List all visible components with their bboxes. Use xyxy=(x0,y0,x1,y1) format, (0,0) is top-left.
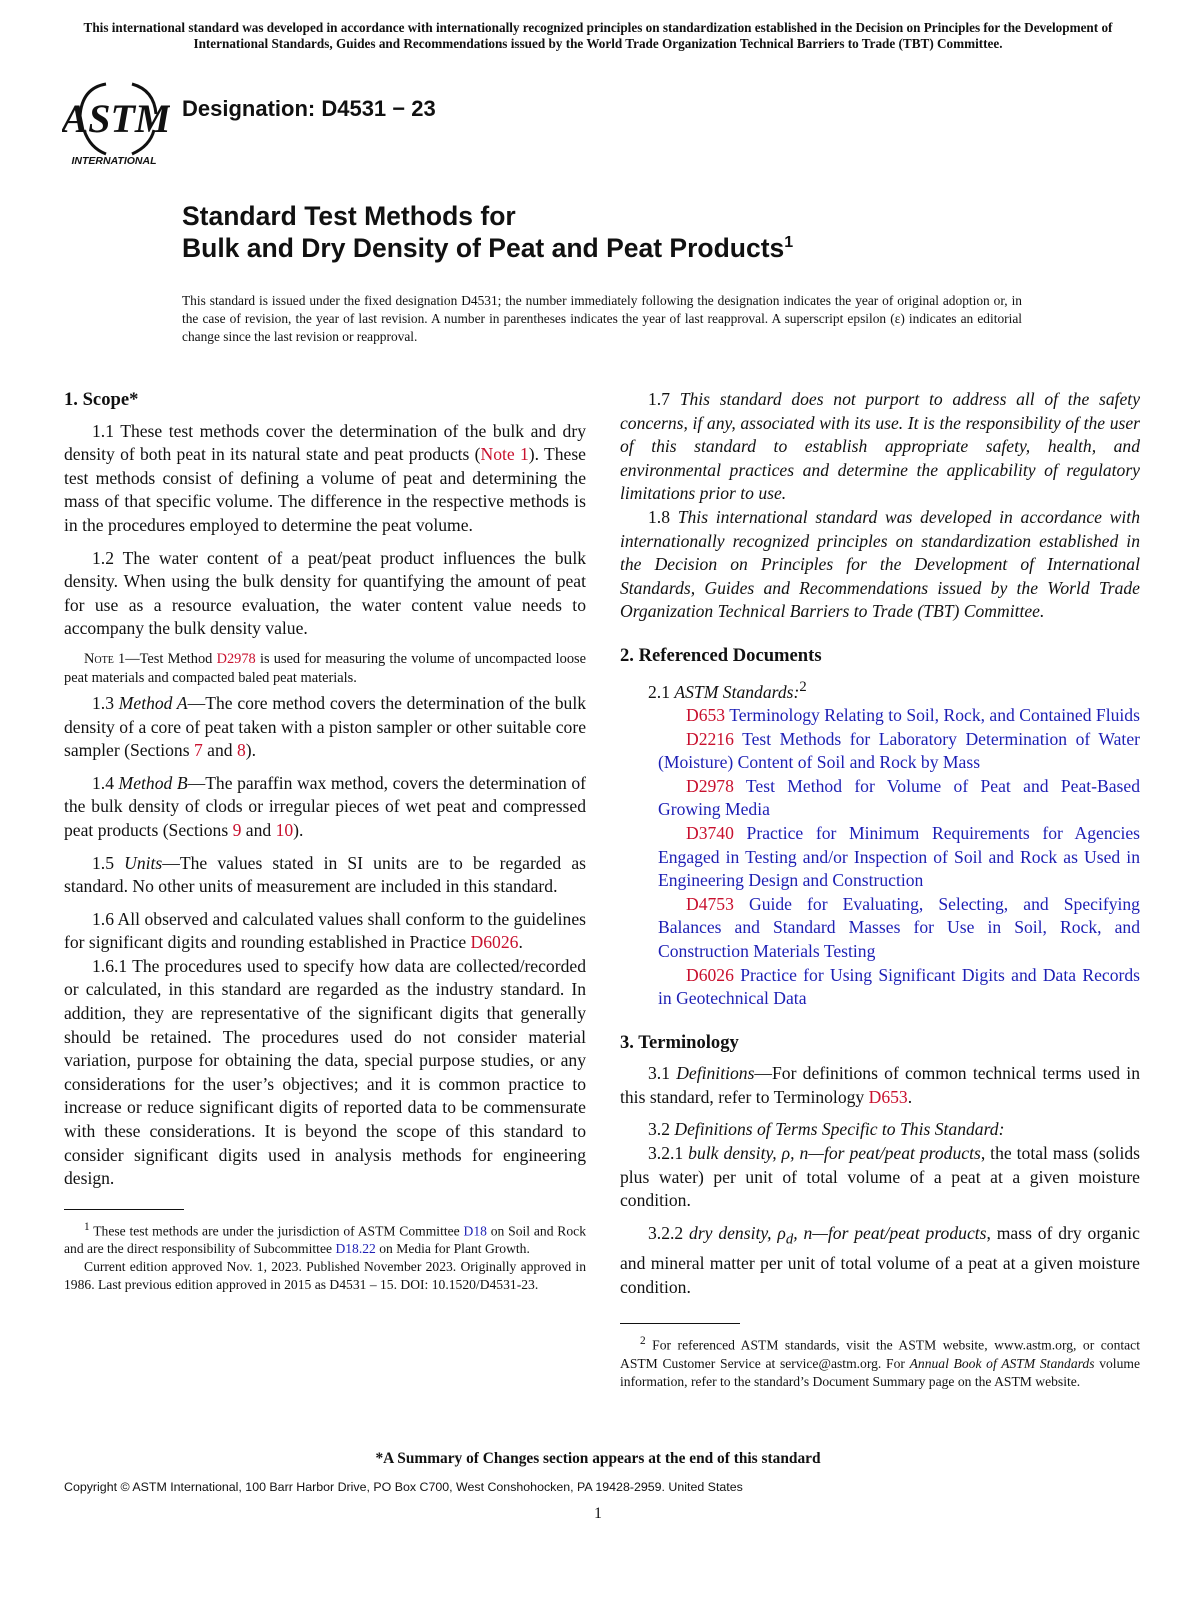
para-1-6: 1.6 All observed and calculated values shall conform to the guidelines for significant digits and rounding established in Practice D6026. xyxy=(64,908,586,953)
para-1-5: 1.5 Units—The values stated in SI units are to be regarded as standard. No other units of measurement are included in this standard. xyxy=(64,852,587,897)
left-column xyxy=(64,388,586,1294)
trade-notice: This international standard was developed in accordance with internationally recognized principles on standardization established in the Decision on Principles for the Development of International Standards, Guides and Recommendations issued by the World Trade Organization Technical Barriers to Trade (TBT) Committee. xyxy=(83,20,1113,51)
section-2-heading: 2. Referenced Documents xyxy=(620,644,822,666)
title-footnote-marker[interactable]: 1 xyxy=(784,234,794,251)
section-9-link[interactable]: 9 xyxy=(232,819,242,840)
para-3-1: 3.1 Definitions—For definitions of common technical terms used in this standard, refer to Terminology D653. xyxy=(620,1063,1140,1107)
designation: Designation: D4531 − 23 xyxy=(182,96,436,121)
note-1-link[interactable]: Note 1 xyxy=(480,444,529,465)
astm-logo xyxy=(62,78,170,166)
d6026-link[interactable]: D6026 xyxy=(470,932,519,953)
d18-link[interactable]: D18 xyxy=(463,1223,487,1239)
note-label: Note 1 xyxy=(84,650,126,667)
para-1-7: 1.7 This standard does not purport to address all of the safety concerns, if any, associated with its use. It is the responsibility of the user of this standard to establish appropriate safety, health, and environmental practices and determine the applicability of regulatory limitations prior to use. xyxy=(620,389,1141,504)
section-3-heading: 3. Terminology xyxy=(620,1031,739,1053)
section-1-heading: 1. Scope* xyxy=(64,389,139,410)
ref-item[interactable]: D6026 Practice for Using Significant Digits and Data Records in Geotechnical Data xyxy=(658,964,1140,1009)
document-title xyxy=(182,200,793,264)
para-1-1: 1.1 These test methods cover the determination of the bulk and dry density of both peat in its natural state and peat products (Note 1). These test methods consist of defining a volume of peat and determining the mass of that specific volume. The difference in the respective methods is in the procedures employed to determine the peat volume. xyxy=(64,420,586,535)
logo-wordmark: ASTM xyxy=(62,96,170,141)
footnote-rule-right xyxy=(620,1323,740,1324)
note-1: Note 1—Test Method D2978 is used for measuring the volume of uncompacted loose peat materials and compacted baled peat materials. xyxy=(64,650,587,686)
right-column xyxy=(620,388,1140,1391)
para-3-2-1: 3.2.1 bulk density, ρ, n—for peat/peat products, the total mass (solids plus water) per unit of total volume of a peat at a given moisture condition. xyxy=(620,1143,1140,1211)
footnote-2: $^2$ For referenced ASTM standards, visit the ASTM website, www.astm.org, or contact ASTM Customer Service at service@astm.org. For Annual Book of ASTM Standards volume information, refer to the standard’s Document Summary page on the ASTM website. xyxy=(620,1335,1140,1389)
para-1-8: 1.8 This international standard was developed in accordance with internationally recognized principles on standardization established in the Decision on Principles for the Development of International Standards, Guides and Recommendations issued by the World Trade Organization Technical Barriers to Trade (TBT) Committee. xyxy=(620,506,1140,622)
ref-item[interactable]: D653 Terminology Relating to Soil, Rock, and Contained Fluids xyxy=(686,704,1140,725)
copyright-line: Copyright © ASTM International, 100 Barr Harbor Drive, PO Box C700, West Conshohocken, PA 19428-2959. United States xyxy=(64,1480,743,1494)
issued-note: This standard is issued under the fixed designation D4531; the number immediately following the designation indicates the year of original adoption or, in the case of revision, the year of last revision. A number in parentheses indicates the year of last reapproval. A superscript epsilon (ε) indicates an editorial change since the last revision or reapproval. xyxy=(182,293,1022,344)
summary-of-changes-note: *A Summary of Changes section appears at the end of this standard xyxy=(375,1450,821,1467)
logo-caption: INTERNATIONAL xyxy=(71,155,157,166)
title-line-1: Standard Test Methods for xyxy=(182,201,516,231)
footnote-rule-left xyxy=(64,1209,184,1210)
para-1-4: 1.4 Method B—The paraffin wax method, covers the determination of the bulk density of clods or irregular pieces of wet peat and compressed peat products (Sections 9 and 10). xyxy=(64,772,587,840)
d18-22-link[interactable]: D18.22 xyxy=(335,1241,376,1257)
ref-item[interactable]: D2216 Test Methods for Laboratory Determination of Water (Moisture) Content of Soil and Rock by Mass xyxy=(658,728,1140,773)
para-3-2-2: 3.2.2 dry density, $\rho_d$, n—for peat/peat products, mass of dry organic and mineral matter per unit of total volume of a peat at a given moisture condition. xyxy=(620,1222,1140,1297)
section-10-link[interactable]: 10 xyxy=(275,819,294,840)
footnote-1: $^1$ These test methods are under the jurisdiction of ASTM Committee D18 on Soil and Rock and are the direct responsibility of Subcommittee D18.22 on Media for Plant Growth. Current edition approved Nov. 1, 2023. Published November 2023. Originally approved in 1986. Last previous edition approved in 2015 as D4531 – 15. DOI: 10.1520/D4531-23. xyxy=(64,1220,586,1293)
section-7-link[interactable]: 7 xyxy=(193,740,203,761)
ref-item[interactable]: D3740 Practice for Minimum Requirements for Agencies Engaged in Testing and/or Inspection of Soil and Rock as Used in Engineering Design and Construction xyxy=(658,822,1140,891)
footnote-1-edition: Current edition approved Nov. 1, 2023. Published November 2023. Originally approved in 1986. Last previous edition approved in 2015 as D4531 – 15. DOI: 10.1520/D4531-23. xyxy=(64,1259,586,1293)
para-2-1: 2.1 ASTM Standards:$^2$ xyxy=(648,678,807,702)
footnote-2-marker[interactable]: 2 xyxy=(799,678,807,695)
ref-item[interactable]: D2978 Test Method for Volume of Peat and Peat-Based Growing Media xyxy=(658,775,1140,820)
referenced-documents-list xyxy=(620,704,1140,1011)
d653-link[interactable]: D653 xyxy=(868,1086,908,1107)
astm-logo-icon xyxy=(62,78,170,166)
title-line-2-text: Bulk and Dry Density of Peat and Peat Products xyxy=(182,233,785,263)
d2978-link[interactable]: D2978 xyxy=(216,650,256,667)
para-3-2: 3.2 Definitions of Terms Specific to This Standard: xyxy=(648,1119,1005,1140)
para-1-6-1: 1.6.1 The procedures used to specify how data are collected/recorded or calculated, in this standard are regarded as the industry standard. In addition, they are representative of the significant digits that generally should be retained. The procedures used do not consider material variation, purpose for obtaining the data, special purpose studies, or any considerations for the user’s objectives; and it is common practice to increase or reduce significant digits of reported data to be commensurate with these considerations. It is beyond the scope of this standard to consider significant digits used in analysis methods for engineering design. xyxy=(64,955,586,1189)
title-line-2 xyxy=(182,232,793,264)
page-number: 1 xyxy=(594,1505,602,1522)
para-1-2: 1.2 The water content of a peat/peat product influences the bulk density. When using the bulk density for quantifying the amount of peat for use as a resource evaluation, the water content value needs to accompany the bulk density value. xyxy=(64,547,586,639)
section-8-link[interactable]: 8 xyxy=(236,740,246,761)
ref-item[interactable]: D4753 Guide for Evaluating, Selecting, and Specifying Balances and Standard Masses for Use in Soil, Rock, and Construction Materials Testing xyxy=(658,893,1140,961)
para-1-3: 1.3 Method A—The core method covers the determination of the bulk density of a core of peat taken with a piston sampler or other suitable core sampler (Sections 7 and 8). xyxy=(64,692,587,761)
